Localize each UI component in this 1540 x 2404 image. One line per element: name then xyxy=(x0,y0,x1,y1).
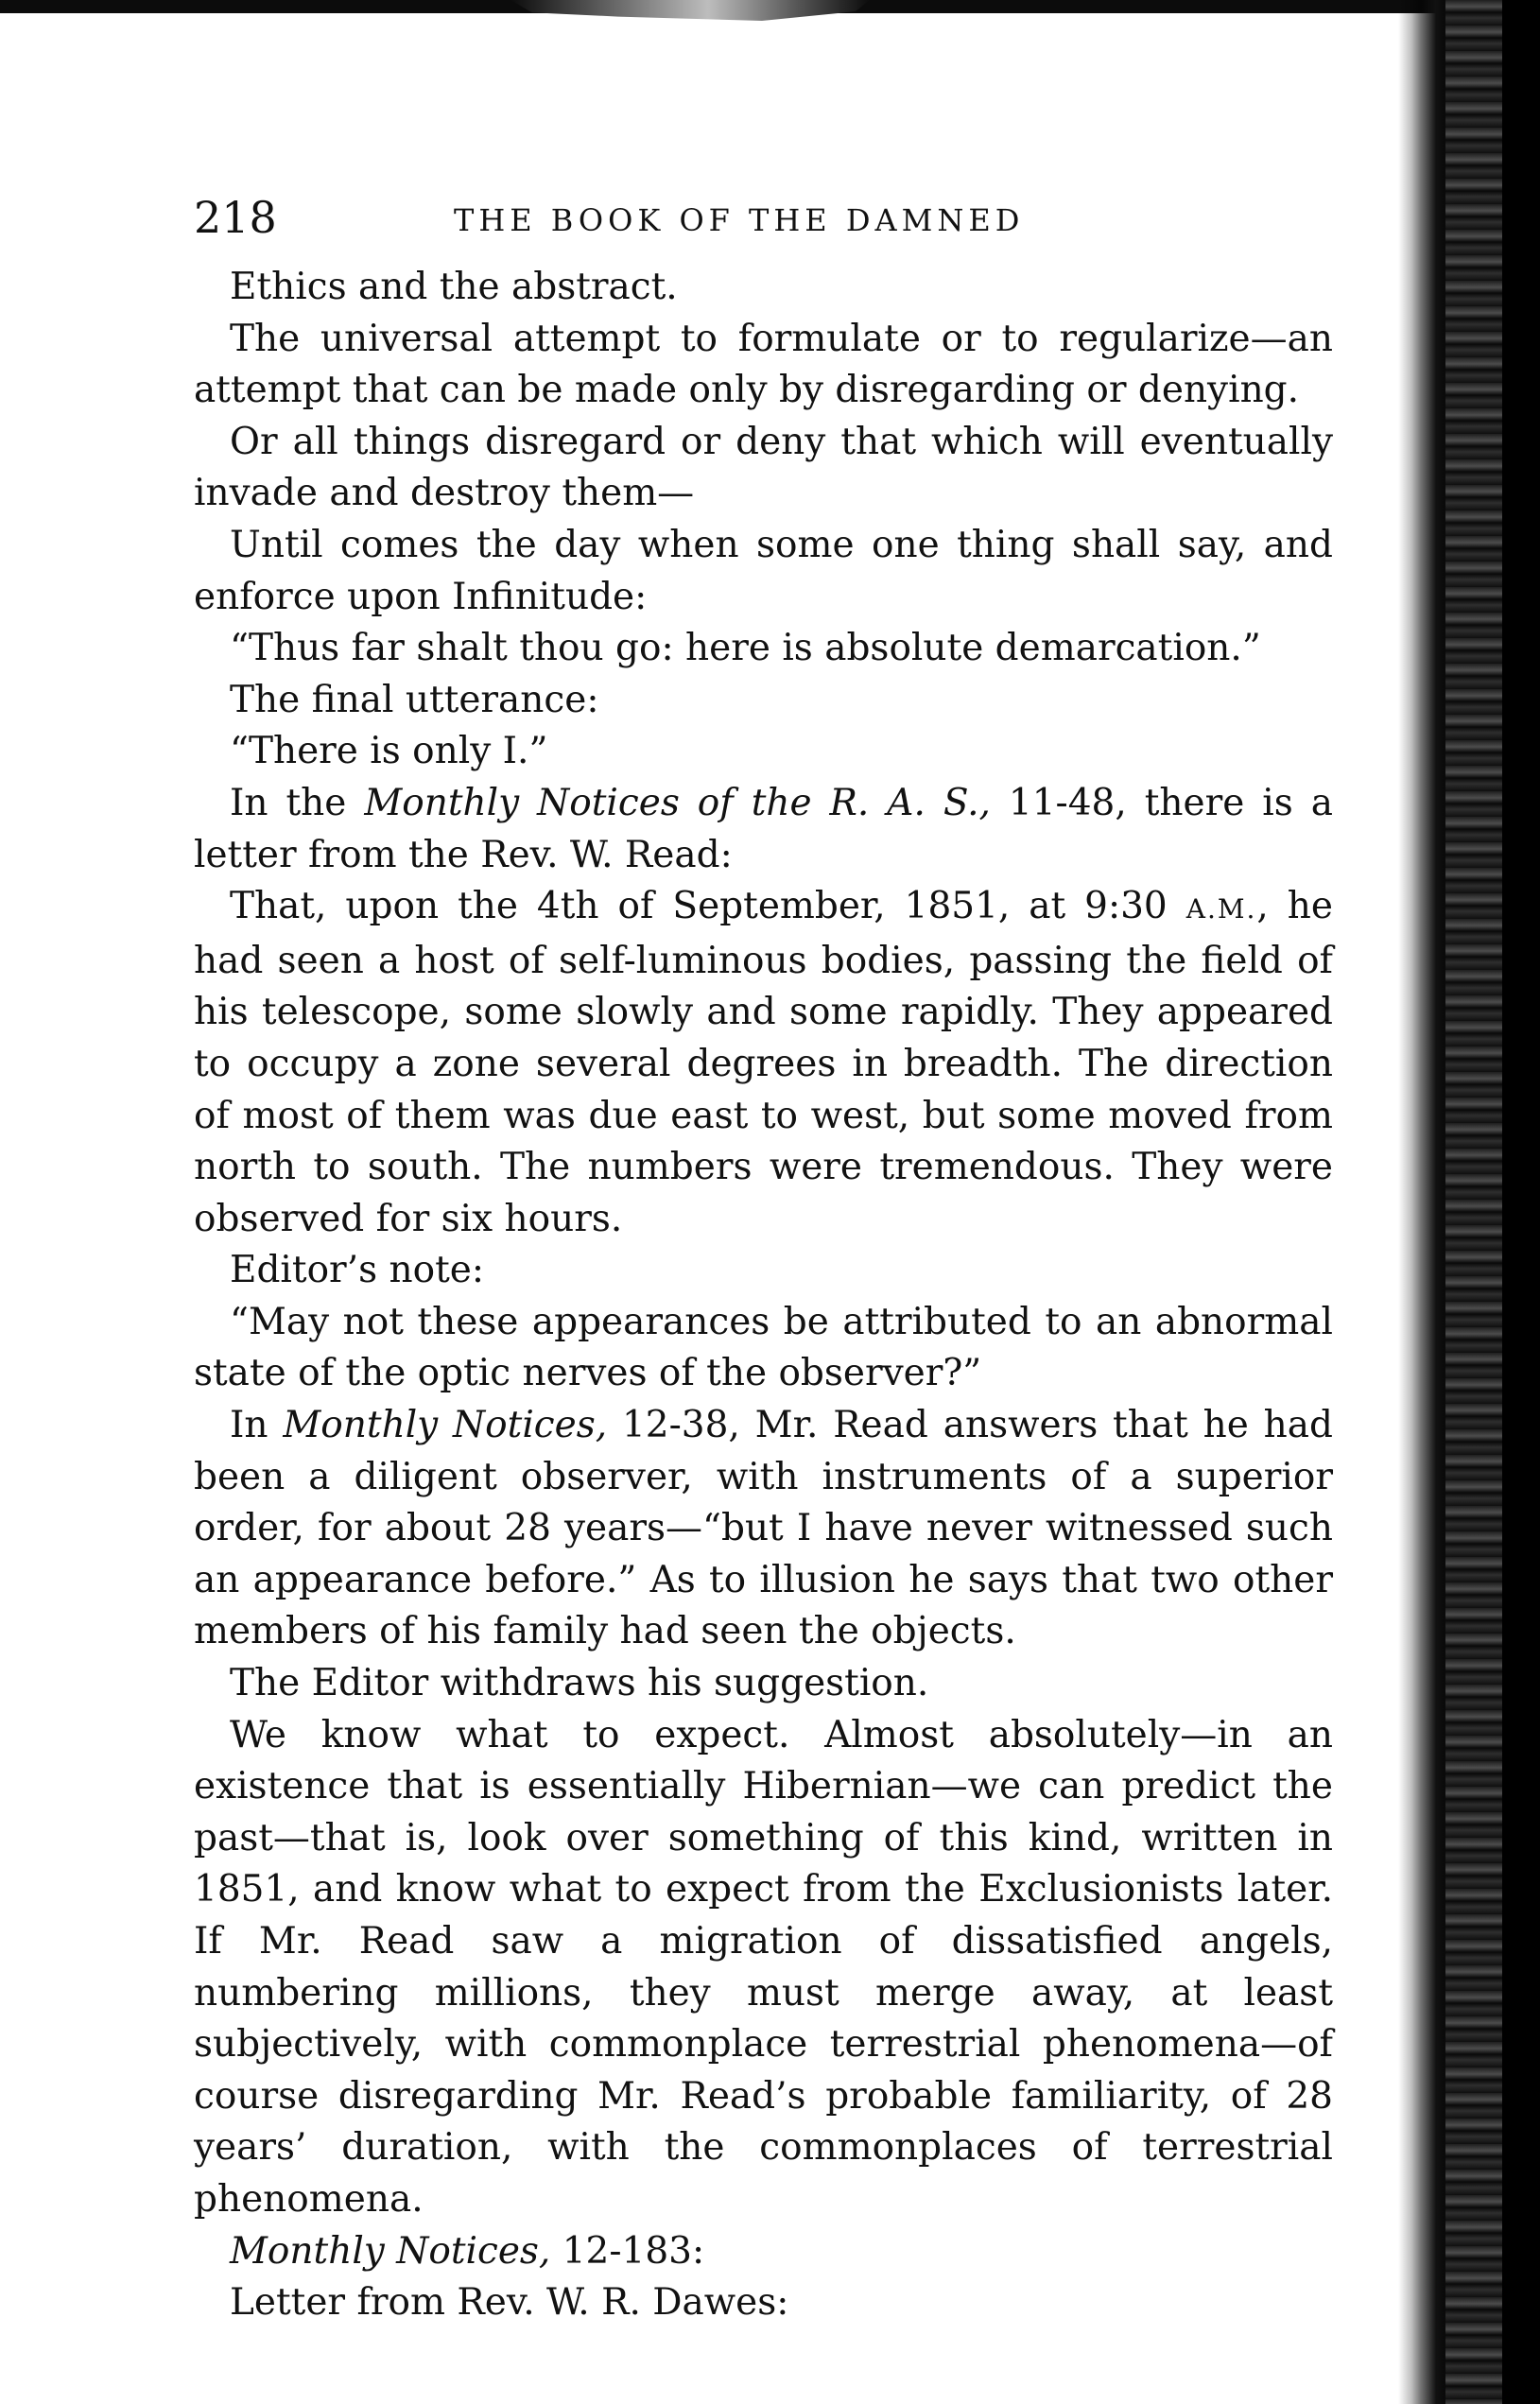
paragraph-commentary: We know what to expect. Almost absolutely—in an existence that is essentially Hibernian—we can predict the past—that is, look over something of this kind, written in 1851, and know what to expect from the Exclusionists later. If Mr. Read saw a migration of dissatisfied angels, numbering millions, they must merge away, at least subjectively, with commonplace terrestrial phenomena—of course disregarding Mr. Read’s probable familiarity, of 28 years’ duration, with the commonplaces of terrestrial phenomena. xyxy=(194,1713,1333,2221)
journal-citation: Monthly Notices, xyxy=(283,1404,608,1447)
paragraph-universal-attempt: The universal attempt to formulate or to regularize—an attempt that can be made only by disregarding or denying. xyxy=(194,317,1333,412)
paragraph-ethics: Ethics and the abstract. xyxy=(230,266,678,308)
scan-right-edge xyxy=(1398,0,1540,2404)
read-answer-lead: In xyxy=(230,1404,284,1447)
paragraph-read-letter xyxy=(194,778,1333,881)
book-page xyxy=(194,189,1333,2329)
time-abbreviation: A.M. xyxy=(1185,893,1257,925)
observation-text-b: , he had seen a host of self-luminous bodies, passing the field of his telescope, some slowly and some rapidly. They appeared to occupy a zone several degrees in breadth. The direction of most of them was due east to west, but some moved from north to south. The numbers were tremendous. They were observed for six hours. xyxy=(194,885,1333,1240)
dawes-ref-tail: 12-183: xyxy=(550,2229,705,2273)
paragraph-dawes-letter: Letter from Rev. W. R. Dawes: xyxy=(230,2281,789,2325)
observation-text-a: That, upon the 4th of September, 1851, at 9:30 xyxy=(230,885,1186,928)
scan-right-edge-texture xyxy=(1445,0,1502,2404)
paragraph-observation xyxy=(194,881,1333,1245)
journal-citation: Monthly Notices of the R. A. S., xyxy=(364,781,991,824)
paragraph-dawes-ref xyxy=(194,2226,1333,2278)
paragraph-withdrawal: The Editor withdraws his suggestion. xyxy=(230,1662,929,1705)
paragraph-final-utterance: The final utterance: xyxy=(230,678,599,721)
paragraph-infinitude: Until comes the day when some one thing shall say, and enforce upon Infinitude: xyxy=(194,523,1333,618)
paragraph-only-i: “There is only I.” xyxy=(230,730,548,773)
paragraph-thus-far: “Thus far shalt thou go: here is absolute demarcation.” xyxy=(230,627,1261,670)
body-text xyxy=(194,262,1333,2329)
running-head xyxy=(194,189,1333,255)
paragraph-editor-quote: “May not these appearances be attributed to an abnormal state of the optic nerves of the observer?” xyxy=(194,1300,1333,1395)
read-answer-tail: 12-38, Mr. Read answers that he had been a diligent observer, with instruments of a superior order, for about 28 years—“but I have never witnessed such an appearance before.” As to illusion he says that two other members of his family had seen the objects. xyxy=(194,1404,1333,1653)
read-letter-tail: 11-48, there is a letter from the Rev. W. Read: xyxy=(194,781,1333,876)
book-title: THE BOOK OF THE DAMNED xyxy=(454,202,1025,238)
page-number: 218 xyxy=(194,192,277,243)
paragraph-read-answer xyxy=(194,1400,1333,1658)
journal-citation: Monthly Notices, xyxy=(230,2229,551,2273)
read-letter-lead: In the xyxy=(230,781,365,824)
paragraph-editor-note: Editor’s note: xyxy=(230,1249,485,1292)
paragraph-disregard: Or all things disregard or deny that which will eventually invade and destroy them— xyxy=(194,420,1333,515)
scan-top-edge-notch xyxy=(510,0,870,21)
